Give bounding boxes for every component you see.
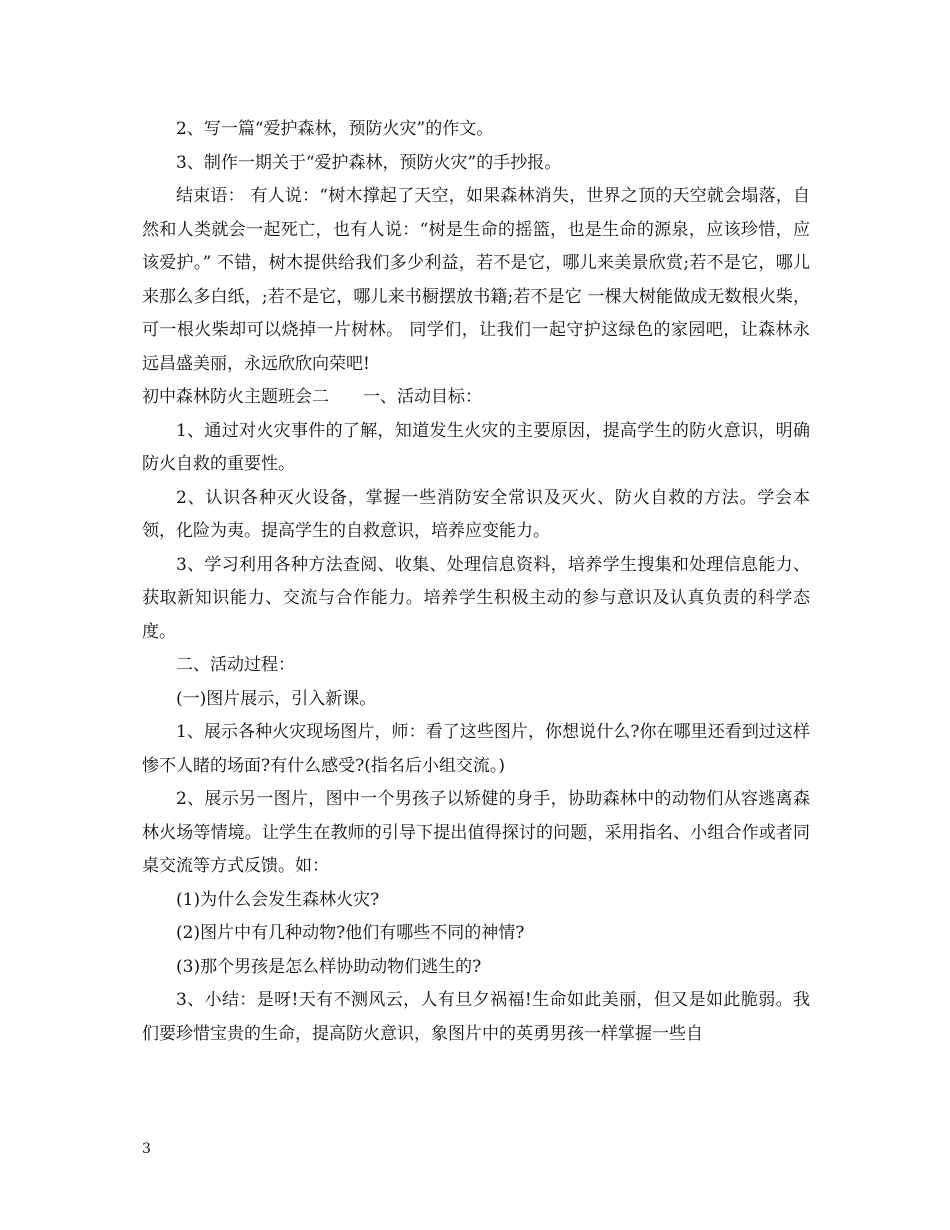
body-text (142, 113, 810, 1051)
page-number: 3 (142, 1141, 151, 1157)
paragraph: (1)为什么会发生森林火灾? (176, 889, 380, 910)
paragraph: (2)图片中有几种动物?他们有哪些不同的神情? (176, 923, 525, 943)
section-heading: 初中森林防火主题班会二 一、活动目标： (142, 387, 482, 407)
paragraph: 2、展示另一图片，图中一个男孩子以矫健的身手，协助森林中的动物们从容逃离森林火场等情境。让学生在教师的引导下提出值得探讨的问题，采用指名、小组合作或者同桌交流等方式反馈。如： (142, 789, 810, 876)
paragraph: 1、通过对火灾事件的了解，知道发生火灾的主要原因，提高学生的防火意识，明确防火自救的重要性。 (142, 420, 810, 474)
paragraph: 3、学习利用各种方法查阅、收集、处理信息资料，培养学生搜集和处理信息能力、获取新知识能力、交流与合作能力。培养学生积极主动的参与意识及认真负责的科学态度。 (142, 554, 810, 642)
paragraph: 2、写一篇“爱护森林，预防火灾”的作文。 (176, 119, 494, 139)
paragraph: 结束语： 有人说：“树木撑起了天空，如果森林消失，世界之顶的天空就会塌落，自然和人类就会一起死亡，也有人说：“树是生命的摇篮，也是生命的源泉，应该珍惜，应该爱护。” 不错，树木提供给我们多少利益，若不是它，哪儿来美景欣赏;若不是它，哪儿来那么多白纸，;若不是它，哪儿来书橱摆放书籍;若不是它 一棵大树能做成无数根火柴，可一根火柴却可以烧掉一片树林。 同学们，让我们一起守护这绿色的家园吧，让森林永远昌盛美丽，永远欣欣向荣吧! (142, 186, 810, 374)
paragraph: (3)那个男孩是怎么样协助动物们逃生的? (176, 956, 482, 977)
paragraph: 1、展示各种火灾现场图片，师：看了这些图片，你想说什么?你在哪里还看到过这样惨不人睹的场面?有什么感受?(指名后小组交流。) (142, 722, 810, 776)
paragraph: 3、制作一期关于“爱护森林，预防火灾”的手抄报。 (176, 152, 562, 173)
paragraph: (一)图片展示，引入新课。 (176, 688, 377, 709)
paragraph: 二、活动过程： (176, 655, 295, 675)
paragraph: 2、认识各种灭火设备，掌握一些消防安全常识及灭火、防火自救的方法。学会本领，化险为夷。提高学生的自救意识，培养应变能力。 (142, 487, 810, 541)
paragraph: 3、小结：是呀!天有不测风云，人有旦夕祸福!生命如此美丽，但又是如此脆弱。我们要珍惜宝贵的生命，提高防火意识，象图片中的英勇男孩一样掌握一些自 (142, 990, 810, 1044)
